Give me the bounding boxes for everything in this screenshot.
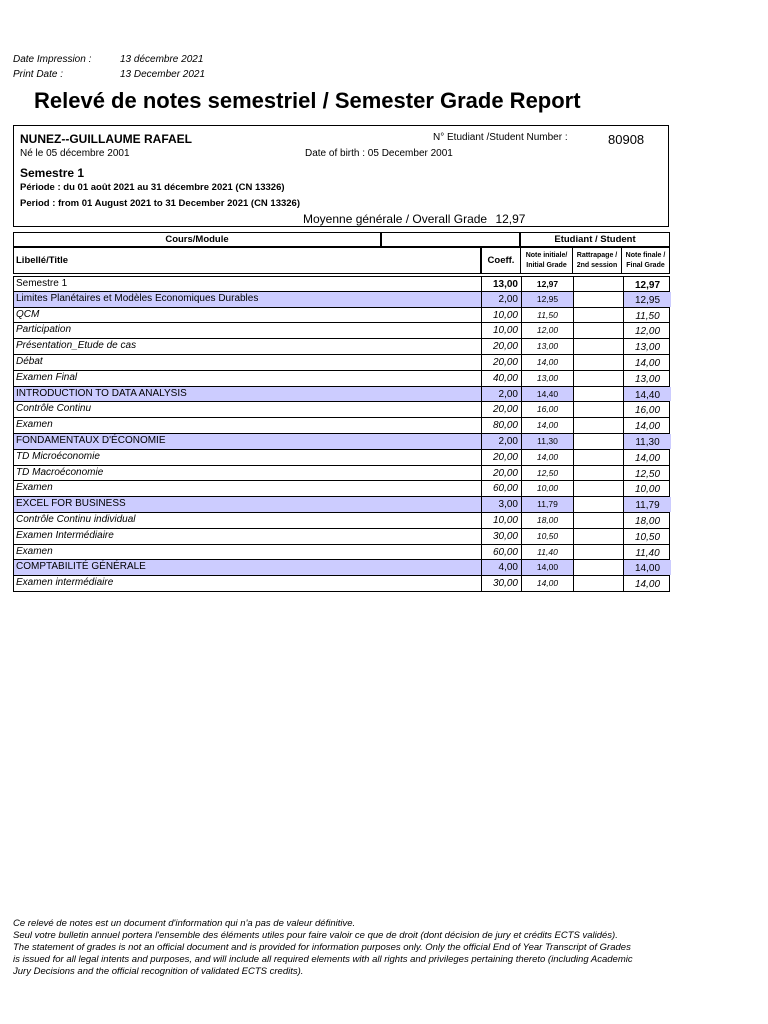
row-coef: 13,00 — [481, 277, 521, 291]
row-final-grade: 11,50 — [623, 308, 671, 323]
row-second-session — [573, 466, 623, 481]
row-coef: 20,00 — [481, 450, 521, 465]
grade-table — [13, 276, 670, 592]
row-initial-grade: 12,50 — [521, 466, 573, 481]
table-row — [13, 371, 670, 387]
row-second-session — [573, 529, 623, 544]
row-coef: 3,00 — [481, 497, 521, 512]
row-initial-grade: 14,00 — [521, 560, 573, 575]
table-row — [13, 292, 670, 308]
row-title: Examen Intermédiaire — [16, 529, 114, 541]
col-coef-header: Coeff. — [481, 247, 521, 274]
row-coef: 20,00 — [481, 466, 521, 481]
table-row — [13, 466, 670, 482]
row-initial-grade: 18,00 — [521, 513, 573, 528]
row-initial-grade: 14,00 — [521, 450, 573, 465]
col-final-header — [621, 247, 670, 274]
col-title-header: Libellé/Title — [13, 247, 481, 274]
col-final-line1: Note finale / — [625, 252, 666, 259]
overall-grade-value: 12,97 — [495, 212, 526, 226]
row-second-session — [573, 402, 623, 417]
row-final-grade: 14,00 — [623, 576, 671, 591]
row-title: Examen Final — [16, 371, 78, 383]
row-second-session — [573, 497, 623, 512]
row-title: Examen intermédiaire — [16, 577, 114, 589]
row-coef: 20,00 — [481, 402, 521, 417]
col-initial-line1: Note initiale/ — [525, 252, 568, 259]
row-title: TD Macroéconomie — [16, 466, 104, 478]
footer-line: Ce relevé de notes est un document d'information qui n'a pas de valeur définitive. — [13, 918, 356, 929]
row-coef: 80,00 — [481, 418, 521, 433]
col-initial-line2: Initial Grade — [526, 262, 567, 269]
row-title: Limites Planétaires et Modèles Economiques Durables — [14, 292, 481, 307]
row-final-grade: 11,30 — [623, 434, 671, 449]
row-final-grade: 14,40 — [623, 387, 671, 402]
footer-disclaimer — [13, 918, 703, 978]
row-second-session — [573, 434, 623, 449]
row-initial-grade: 13,00 — [521, 339, 573, 354]
semester-label: Semestre 1 — [20, 166, 85, 180]
student-number-label: N° Etudiant /Student Number : — [433, 132, 568, 143]
row-coef: 20,00 — [481, 355, 521, 370]
row-second-session — [573, 292, 623, 307]
row-final-grade: 13,00 — [623, 371, 671, 386]
row-final-grade: 14,00 — [623, 355, 671, 370]
row-second-session — [573, 339, 623, 354]
table-row — [13, 387, 670, 403]
row-initial-grade: 11,79 — [521, 497, 573, 512]
row-initial-grade: 16,00 — [521, 402, 573, 417]
table-row — [13, 355, 670, 371]
student-number: 80908 — [608, 132, 645, 147]
row-final-grade: 12,95 — [623, 292, 671, 307]
row-final-grade: 11,79 — [623, 497, 671, 512]
row-title: EXCEL FOR BUSINESS — [14, 497, 481, 512]
row-final-grade: 10,00 — [623, 481, 671, 496]
student-header: Etudiant / Student — [520, 232, 670, 247]
row-title: Contrôle Continu individual — [16, 513, 136, 525]
row-title: Semestre 1 — [16, 278, 68, 289]
row-title: TD Microéconomie — [16, 450, 100, 462]
overall-grade — [303, 212, 525, 226]
row-initial-grade: 10,50 — [521, 529, 573, 544]
print-date-fr-label: Date Impression : — [13, 54, 92, 65]
row-initial-grade: 14,00 — [521, 576, 573, 591]
period-en: Period : from 01 August 2021 to 31 December 2021 (CN 13326) — [20, 198, 301, 209]
birth-date-fr: Né le 05 décembre 2001 — [20, 148, 130, 159]
row-final-grade: 12,00 — [623, 323, 671, 338]
row-initial-grade: 11,40 — [521, 545, 573, 560]
row-title: Débat — [16, 355, 43, 367]
row-initial-grade: 12,95 — [521, 292, 573, 307]
row-title: Examen — [16, 419, 53, 431]
row-coef: 10,00 — [481, 323, 521, 338]
row-second-session — [573, 371, 623, 386]
row-coef: 10,00 — [481, 308, 521, 323]
row-final-grade: 14,00 — [623, 450, 671, 465]
row-second-session — [573, 450, 623, 465]
table-row — [13, 513, 670, 529]
row-coef: 30,00 — [481, 576, 521, 591]
row-second-session — [573, 560, 623, 575]
row-coef: 30,00 — [481, 529, 521, 544]
row-second-session — [573, 513, 623, 528]
row-initial-grade: 14,00 — [521, 355, 573, 370]
table-row — [13, 481, 670, 497]
row-final-grade: 10,50 — [623, 529, 671, 544]
col-ratt-line1: Rattrapage / — [576, 252, 618, 259]
row-initial-grade: 11,30 — [521, 434, 573, 449]
row-coef: 2,00 — [481, 387, 521, 402]
row-second-session — [573, 355, 623, 370]
row-initial-grade: 13,00 — [521, 371, 573, 386]
birth-date-en: Date of birth : 05 December 2001 — [305, 148, 453, 159]
row-title: Présentation_Etude de cas — [16, 340, 137, 352]
row-final-grade: 18,00 — [623, 513, 671, 528]
row-initial-grade: 12,00 — [521, 323, 573, 338]
row-second-session — [573, 277, 623, 291]
row-final-grade: 12,50 — [623, 466, 671, 481]
row-coef: 40,00 — [481, 371, 521, 386]
row-coef: 10,00 — [481, 513, 521, 528]
row-title: INTRODUCTION TO DATA ANALYSIS — [14, 387, 481, 402]
table-row — [13, 545, 670, 561]
row-initial-grade: 12,97 — [521, 277, 573, 291]
row-coef: 60,00 — [481, 481, 521, 496]
student-name: NUNEZ--GUILLAUME RAFAEL — [20, 132, 192, 146]
course-header: Cours/Module — [13, 232, 381, 247]
row-final-grade: 14,00 — [623, 560, 671, 575]
print-date-en-label: Print Date : — [13, 69, 64, 80]
table-row — [13, 497, 670, 513]
table-row — [13, 560, 670, 576]
row-title: Examen — [16, 545, 53, 557]
table-row — [13, 434, 670, 450]
table-row — [13, 576, 670, 592]
table-row — [13, 339, 670, 355]
row-title: Participation — [16, 324, 72, 336]
col-ratt-header — [572, 247, 622, 274]
col-ratt-line2: 2nd session — [576, 262, 618, 269]
table-row — [13, 529, 670, 545]
row-second-session — [573, 545, 623, 560]
period-fr: Période : du 01 août 2021 au 31 décembre 2021 (CN 13326) — [20, 182, 285, 193]
col-initial-header — [520, 247, 573, 274]
row-initial-grade: 11,50 — [521, 308, 573, 323]
row-initial-grade: 14,00 — [521, 418, 573, 433]
footer-line: The statement of grades is not an official document and is provided for information purposes only. Only the official End of Year Transcript of Grades — [13, 942, 631, 953]
header-spacer — [381, 232, 520, 247]
table-row — [13, 402, 670, 418]
footer-line: Seul votre bulletin annuel portera l'ensemble des éléments utiles pour faire valoir ce que de droit (dont décision de jury et crédits ECTS validés). — [13, 930, 618, 941]
row-title: COMPTABILITÉ GÉNÉRALE — [14, 560, 481, 575]
row-coef: 20,00 — [481, 339, 521, 354]
row-second-session — [573, 418, 623, 433]
row-second-session — [573, 481, 623, 496]
row-initial-grade: 14,40 — [521, 387, 573, 402]
row-second-session — [573, 308, 623, 323]
row-title: Contrôle Continu — [16, 403, 92, 415]
row-coef: 4,00 — [481, 560, 521, 575]
row-final-grade: 14,00 — [623, 418, 671, 433]
print-date-fr-value: 13 décembre 2021 — [120, 54, 204, 65]
table-row — [13, 276, 670, 292]
row-final-grade: 16,00 — [623, 402, 671, 417]
student-info-box — [13, 125, 669, 227]
table-row — [13, 308, 670, 324]
footer-line: is issued for all legal intents and purposes, and will include all required elements with all rights and privileges pertaining thereto (including Academic — [13, 954, 633, 965]
row-second-session — [573, 576, 623, 591]
row-title: Examen — [16, 482, 53, 494]
table-row — [13, 323, 670, 339]
row-final-grade: 12,97 — [623, 277, 671, 291]
page-title: Relevé de notes semestriel / Semester Grade Report — [34, 88, 581, 113]
row-title: FONDAMENTAUX D'ÉCONOMIE — [14, 434, 481, 449]
row-coef: 2,00 — [481, 292, 521, 307]
row-final-grade: 13,00 — [623, 339, 671, 354]
row-title: QCM — [16, 308, 40, 320]
row-second-session — [573, 323, 623, 338]
row-second-session — [573, 387, 623, 402]
row-coef: 2,00 — [481, 434, 521, 449]
col-final-line2: Final Grade — [626, 262, 665, 269]
table-row — [13, 418, 670, 434]
table-row — [13, 450, 670, 466]
footer-line: Jury Decisions and the official recognition of validated ECTS credits). — [13, 966, 304, 977]
print-date-en-value: 13 December 2021 — [120, 69, 206, 80]
row-final-grade: 11,40 — [623, 545, 671, 560]
row-coef: 60,00 — [481, 545, 521, 560]
row-initial-grade: 10,00 — [521, 481, 573, 496]
overall-grade-label: Moyenne générale / Overall Grade — [303, 212, 488, 226]
